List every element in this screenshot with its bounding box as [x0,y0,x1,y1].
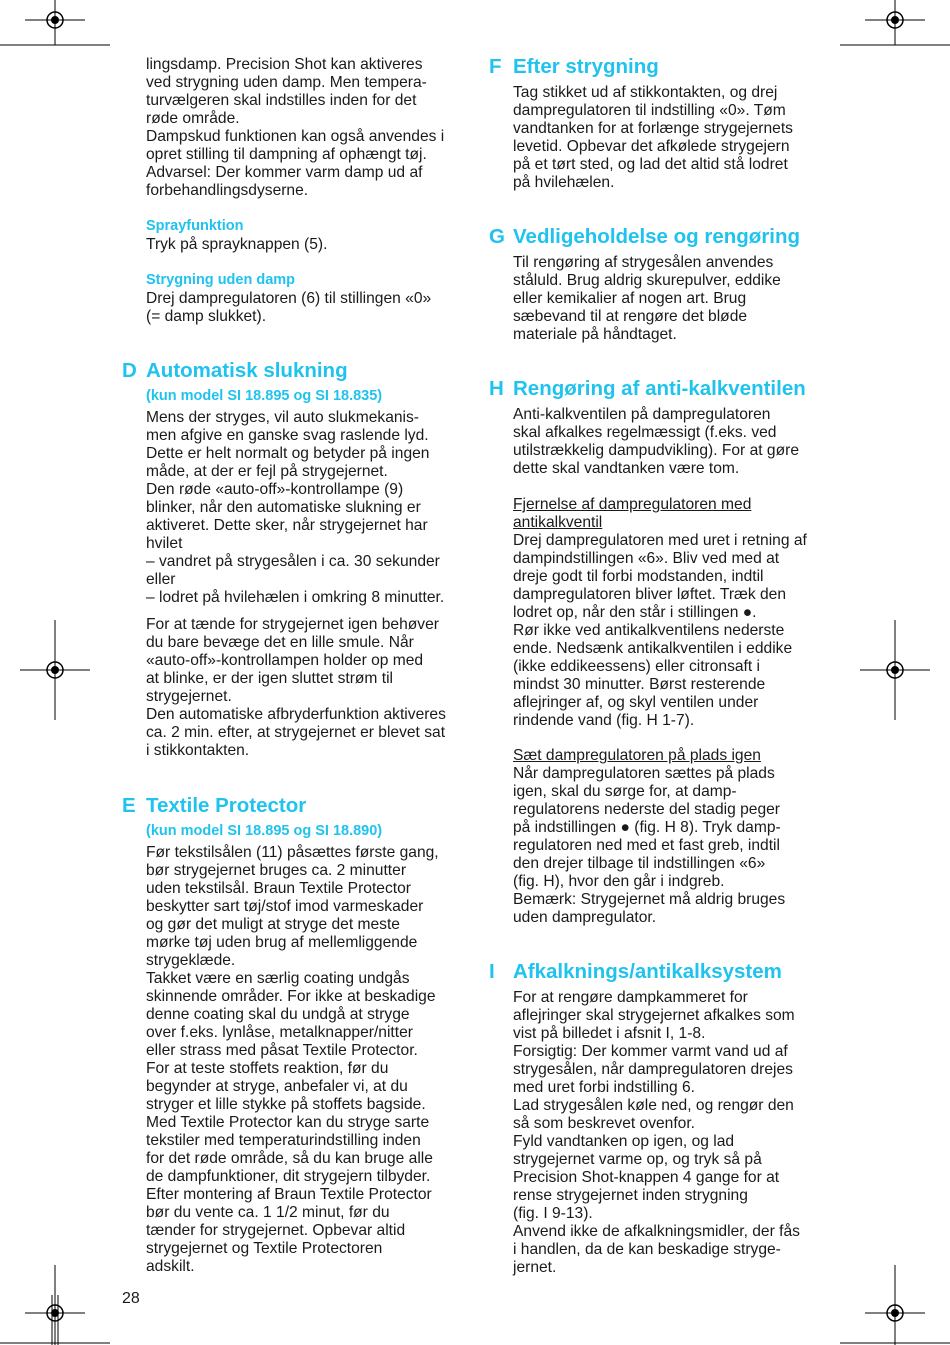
section-d-text-1: Mens der stryges, vil auto slukmekanis- men afgive en ganske svag raslende lyd. Dette er helt normalt og betyder på ingen måde, at der er fejl på strygejernet. Den røde «auto-off»-kontrollampe (9) blinker, når den automatiske slukning er aktiveret. Dette sker, når strygejernet har hvilet – vandret på strygesålen i ca. 30 sekunder eller – lodret på hvilehælen i omkring 8 minutter. [146,409,445,606]
section-title: Afkalknings/antikalksystem [513,960,782,983]
registration-mark-top-left [0,0,110,90]
section-title: Vedligeholdelse og rengøring [513,225,801,248]
section-e-subtitle: (kun model SI 18.895 og SI 18.890) [146,823,383,839]
section-title: Rengøring af anti-kalkventilen [513,377,806,400]
section-g-heading [489,225,801,249]
section-letter: G [489,225,505,248]
section-f-text: Tag stikket ud af stikkontakten, og drej dampregulatoren til indstilling «0». Tøm vandtanken for at forlænge strygejernets levetid. Opbevar det afkølede strygejern på et tørt sted, og lad det altid stå lodret på hvilehælen. [513,84,793,191]
section-letter: D [122,359,137,382]
section-f-heading [489,55,659,79]
removal-heading: Fjernelse af dampregulatoren med antikalkventil [513,496,752,531]
intro-paragraph: lingsdamp. Precision Shot kan aktiveres ved strygning uden damp. Men tempera- turvælgeren skal indstilles inden for det røde område. Dampskud funktionen kan også anvendes i opret stilling til dampning af ophængt tøj. Advarsel: Der kommer varm damp ud af forbehandlingsdyserne. [146,56,445,199]
registration-mark-mid-left [20,620,90,720]
refit-heading: Sæt dampregulatoren på plads igen [513,747,761,764]
section-h-heading [489,377,806,401]
section-i-text: For at rengøre dampkammeret for aflejringer skal strygejernet afkalkes som vist på billedet i afsnit I, 1-8. Forsigtig: Der kommer varmt vand ud af strygesålen, når dampregulatoren drejes med uret forbi indstilling 6. Lad strygesålen køle ned, og rengør den så som beskrevet ovenfor. Fyld vandtanken op igen, og lad strygejernet varme op, og tryk så på Precision Shot-knappen 4 gange for at rense strygejernet inden strygning (fig. I 9-13). Anvend ikke de afkalkningsmidler, der fås i handlen, da de kan beskadige stryge- jernet. [513,989,800,1276]
section-letter: I [489,960,495,983]
section-d-text-2: For at tænde for strygejernet igen behøver du bare bevæge det en lille smule. Når «auto-off»-kontrollampen holder op med at blinke, er der igen sluttet strøm til strygejernet. Den automatiske afbryderfunktion aktiveres ca. 2 min. efter, at strygejernet er blevet sat i stikkontakten. [146,616,446,759]
section-title: Efter strygning [513,55,659,78]
section-h-text-1: Anti-kalkventilen på dampregulatoren skal afkalkes regelmæssigt (f.eks. ved utilstrækkelig dampudvikling). For at gøre dette skal vandtanken være tom. [513,406,799,477]
registration-mark-bottom-left [0,1265,110,1345]
section-letter: E [122,794,136,817]
section-d-subtitle: (kun model SI 18.895 og SI 18.835) [146,388,383,404]
section-h-text-3: Når dampregulatoren sættes på plads igen, skal du sørge for, at damp- regulatorens nederste del stadig peger på indstillingen ● (fig. H 8). Tryk damp- regulatoren ned med et fast greb, indtil den drejer tilbage til indstillingen «6» (fig. H), hvor den går i indgreb. Bemærk: Strygejernet må aldrig bruges uden dampregulator. [513,765,786,926]
section-title: Automatisk slukning [146,359,348,382]
section-letter: H [489,377,504,400]
section-d-heading [122,359,348,383]
registration-mark-bottom-right [840,1265,950,1345]
section-h-text-2: Drej dampregulatoren med uret i retning af dampindstillingen «6». Bliv ved med at dreje godt til forbi modstanden, indtil dampregulatoren bliver løftet. Træk den lodret op, når den står i stillingen ●. Rør ikke ved antikalkventilens nederste ende. Nedsænk antikalkventilen i eddike (ikke eddikeessens) eller citronsaft i mindst 30 minutter. Børst resterende aflejringer af, og skyl ventilen under rindende vand (fig. H 1-7). [513,532,807,729]
section-letter: F [489,55,502,78]
registration-mark-mid-right [860,620,930,720]
section-e-heading [122,794,307,818]
no-steam-heading: Strygning uden damp [146,272,296,288]
section-title: Textile Protector [146,794,307,817]
spray-text: Tryk på sprayknappen (5). [146,236,328,253]
section-g-text: Til rengøring af strygesålen anvendes ståluld. Brug aldrig skurepulver, eddike eller kemikalier af nogen art. Brug sæbevand til at rengøre det bløde materiale på håndtaget. [513,254,781,343]
page-number: 28 [122,1290,140,1307]
spray-heading: Sprayfunktion [146,218,244,234]
section-e-text: Før tekstilsålen (11) påsættes første gang, bør strygejernet bruges ca. 2 minutter uden tekstilsål. Braun Textile Protector beskytter sart tøj/stof imod varmeskader og gør det muligt at stryge det meste mørke tøj uden brug af mellemliggende strygeklæde. Takket være en særlig coating undgås skinnende områder. For ikke at beskadige denne coating skal du undgå at stryge over f.eks. lynlåse, metalknapper/nitter eller strass med påsat Textile Protector. For at teste stoffets reaktion, før du begynder at stryge, anbefaler vi, at du stryger et lille stykke på stoffets bagside. Med Textile Protector kan du stryge sarte tekstiler med temperaturindstilling inden for det røde område, så du kan bruge alle de dampfunktioner, dit strygejern tilbyder. Efter montering af Braun Textile Protector bør du vente ca. 1 1/2 minut, før du tænder for strygejernet. Opbevar altid strygejernet og Textile Protectoren adskilt. [146,844,439,1275]
no-steam-text: Drej dampregulatoren (6) til stillingen «0» (= damp slukket). [146,290,432,325]
section-i-heading [489,960,782,984]
registration-mark-top-right [840,0,950,90]
